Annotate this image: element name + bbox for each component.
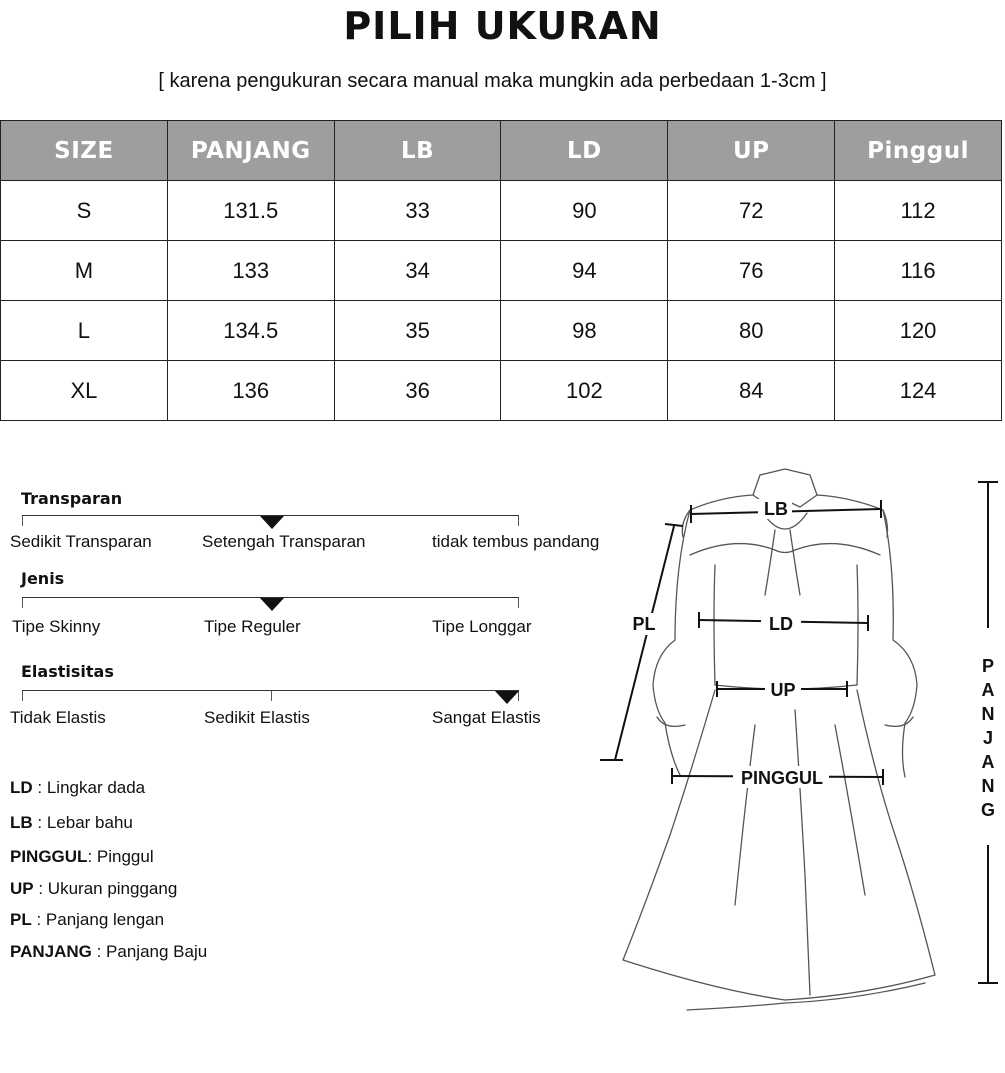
table-header-row (1, 121, 1002, 181)
scale-marker-elastisitas (495, 691, 519, 704)
scale-label: Sedikit Elastis (204, 708, 310, 727)
measurement-lines (600, 482, 998, 983)
scale-label: Sedikit Transparan (10, 532, 152, 551)
table-cell: 133 (167, 241, 334, 301)
column-header-up: UP (668, 121, 835, 181)
panjang-letter: A (981, 752, 995, 772)
legend-item-up: UP : Ukuran pinggang (10, 879, 178, 898)
size-table (0, 120, 1002, 421)
table-cell: 35 (334, 301, 501, 361)
legend-item-pinggul: PINGGUL: Pinggul (10, 847, 154, 866)
scale-label: Tidak Elastis (10, 708, 106, 727)
scale-marker-transparan (260, 516, 284, 529)
table-cell: 72 (668, 181, 835, 241)
legend-item-lb: LB : Lebar bahu (10, 813, 133, 832)
dress-illustration (623, 469, 935, 1010)
panjang-vertical-label (981, 656, 995, 820)
table-cell: 131.5 (167, 181, 334, 241)
table-row (1, 181, 1002, 241)
scale-label: Tipe Longgar (432, 617, 532, 636)
table-cell: S (1, 181, 168, 241)
table-cell: 134.5 (167, 301, 334, 361)
table-cell: 34 (334, 241, 501, 301)
scale-marker-jenis (260, 598, 284, 611)
table-row (1, 361, 1002, 421)
scale-title-elastisitas: Elastisitas (21, 662, 114, 681)
scale-title-transparan: Transparan (21, 489, 123, 508)
legend-item-pl: PL : Panjang lengan (10, 910, 165, 929)
label-up: UP (770, 680, 796, 700)
scale-title-jenis: Jenis (21, 569, 65, 588)
scale-label: tidak tembus pandang (432, 532, 600, 551)
label-pl: PL (632, 614, 656, 634)
table-cell: 124 (835, 361, 1002, 421)
table-cell: 112 (835, 181, 1002, 241)
label-ld: LD (769, 614, 793, 634)
measurement-note: [ karena pengukuran secara manual maka mungkin ada perbedaan 1-3cm ] (158, 70, 827, 92)
panjang-letter: P (981, 656, 995, 676)
table-cell: 84 (668, 361, 835, 421)
table-cell: M (1, 241, 168, 301)
column-header-size: SIZE (1, 121, 168, 181)
scale-label: Setengah Transparan (202, 532, 366, 551)
table-cell: 76 (668, 241, 835, 301)
panjang-letter: G (980, 800, 996, 820)
scale-label: Sangat Elastis (432, 708, 541, 727)
label-lb: LB (764, 499, 788, 519)
column-header-ld: LD (501, 121, 668, 181)
table-cell: 80 (668, 301, 835, 361)
label-pinggul: PINGGUL (740, 768, 824, 788)
scale-label: Tipe Reguler (204, 617, 301, 636)
table-cell: L (1, 301, 168, 361)
panjang-letter: A (981, 680, 995, 700)
table-cell: XL (1, 361, 168, 421)
page-title: PILIH UKURAN (343, 4, 662, 48)
scale-label: Tipe Skinny (12, 617, 101, 636)
column-header-lb: LB (334, 121, 501, 181)
panjang-letter: J (982, 728, 994, 748)
table-cell: 116 (835, 241, 1002, 301)
table-cell: 94 (501, 241, 668, 301)
table-cell: 90 (501, 181, 668, 241)
column-header-pinggul: Pinggul (835, 121, 1002, 181)
panjang-letter: N (981, 776, 995, 796)
table-cell: 102 (501, 361, 668, 421)
panjang-letter: N (981, 704, 995, 724)
scale-line-elastisitas (22, 690, 519, 701)
table-cell: 120 (835, 301, 1002, 361)
table-cell: 33 (334, 181, 501, 241)
table-row (1, 241, 1002, 301)
dress-diagram (595, 455, 1005, 1015)
legend-item-panjang: PANJANG : Panjang Baju (10, 942, 208, 961)
table-cell: 36 (334, 361, 501, 421)
table-cell: 136 (167, 361, 334, 421)
table-row (1, 301, 1002, 361)
legend-item-ld: LD : Lingkar dada (10, 778, 146, 797)
column-header-panjang: PANJANG (167, 121, 334, 181)
table-cell: 98 (501, 301, 668, 361)
